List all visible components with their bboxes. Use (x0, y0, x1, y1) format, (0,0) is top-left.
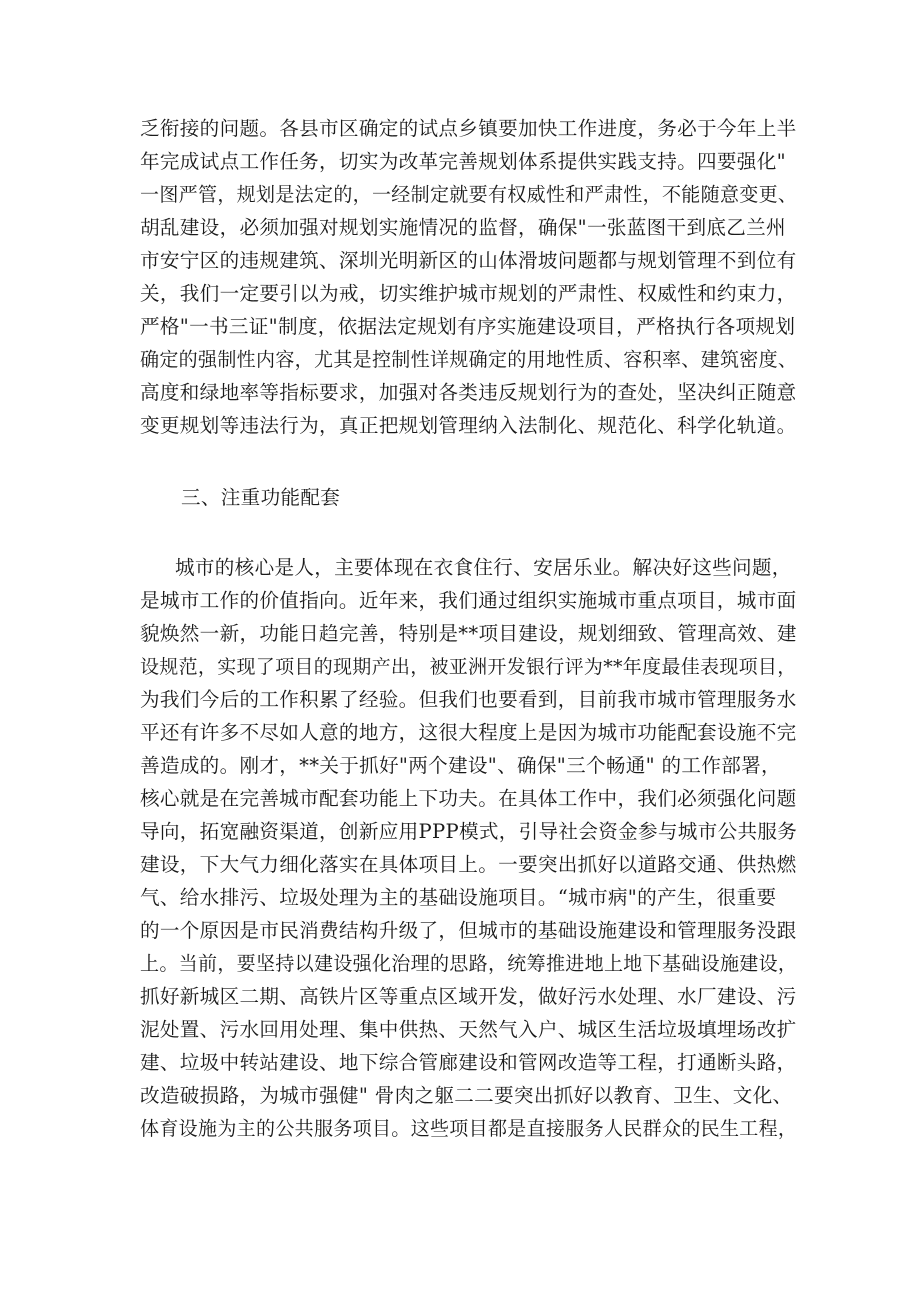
paragraph-1-line: 关，我们一定要引以为戒，切实维护城市规划的严肃性、权威性和约束力， (140, 282, 797, 305)
paragraph-2-line: 为我们今后的工作积累了经验。但我们也要看到，目前我市城市管理服务水 (140, 688, 797, 711)
paragraph-2-line: 气、给水排污、垃圾处理为主的基础设施项目。“城市病"的产生，很重要 (140, 886, 777, 909)
paragraph-2-line: 抓好新城区二期、高铁片区等重点区域开发，做好污水处理、水厂建设、污 (140, 985, 797, 1008)
paragraph-1-line: 乏衔接的问题。各县市区确定的试点乡镇要加快工作进度，务必于今年上半 (140, 117, 797, 140)
paragraph-2-line: 善造成的。刚才，**关于抓好"两个建设"、确保"三个畅通" 的工作部署， (140, 754, 781, 777)
paragraph-1-line: 严格"一书三证"制度，依据法定规划有序实施建设项目，严格执行各项规划 (140, 315, 796, 338)
paragraph-2-line: 建、垃圾中转站建设、地下综合管廊建设和管网改造等工程，打通断头路， (140, 1051, 797, 1074)
paragraph-2-line: 城市的核心是人，主要体现在衣食住行、安居乐业。解决好这些问题， (175, 556, 792, 579)
paragraph-1-line: 胡乱建设，必须加强对规划实施情况的监督，确保"一张蓝图干到底乙兰州 (140, 216, 786, 239)
paragraph-2-line: 建设，下大气力细化落实在具体项目上。一要突出抓好以道路交通、供热燃 (140, 853, 797, 876)
paragraph-2-line: 泥处置、污水回用处理、集中供热、天然气入户、城区生活垃圾填埋场改扩 (140, 1018, 797, 1041)
paragraph-2-line: 的一个原因是市民消费结构升级了，但城市的基础设施建设和管理服务没跟 (140, 919, 797, 942)
paragraph-2-line: 是城市工作的价值指向。近年来，我们通过组织实施城市重点项目，城市面 (140, 589, 797, 612)
paragraph-1-line: 年完成试点工作任务，切实为改革完善规划体系提供实践支持。四要强化" (140, 150, 786, 173)
paragraph-1-line: 确定的强制性内容，尤其是控制性详规确定的用地性质、容积率、建筑密度、 (140, 349, 798, 371)
paragraph-2-line: 平还有许多不尽如人意的地方，这很大程度上是因为城市功能配套设施不完 (140, 721, 797, 744)
paragraph-2-line: 上。当前，要坚持以建设强化治理的思路，统筹推进地上地下基础设施建设， (140, 953, 798, 975)
paragraph-2-line: 导向，拓宽融资渠道，创新应用PPP模式，引导社会资金参与城市公共服务 (140, 820, 798, 843)
section-heading: 三、注重功能配套 (181, 486, 341, 509)
paragraph-2-line: 貌焕然一新，功能日趋完善，特别是**项目建设，规划细致、管理高效、建 (140, 622, 797, 645)
paragraph-2-line: 核心就是在完善城市配套功能上下功夫。在具体工作中，我们必须强化问题 (140, 787, 797, 810)
paragraph-1-line: 变更规划等违法行为，真正把规划管理纳入法制化、规范化、科学化轨道。 (140, 414, 797, 437)
paragraph-2-line: 设规范，实现了项目的现期产出，被亚洲开发银行评为**年度最佳表现项目， (140, 656, 797, 678)
paragraph-2-line: 体育设施为主的公共服务项目。这些项目都是直接服务人民群众的民生工程， (140, 1118, 798, 1140)
paragraph-1-line: 高度和绿地率等指标要求，加强对各类违反规划行为的查处，坚决纠正随意 (140, 381, 797, 404)
paragraph-2-line: 改造破损路，为城市强健" 骨肉之躯二二要突出抓好以教育、卫生、文化、 (140, 1084, 793, 1107)
paragraph-1-line: 一图严管，规划是法定的，一经制定就要有权威性和严肃性，不能随意变更、 (140, 184, 798, 206)
paragraph-1-line: 市安宁区的违规建筑、深圳光明新区的山体滑坡问题都与规划管理不到位有 (140, 249, 797, 272)
